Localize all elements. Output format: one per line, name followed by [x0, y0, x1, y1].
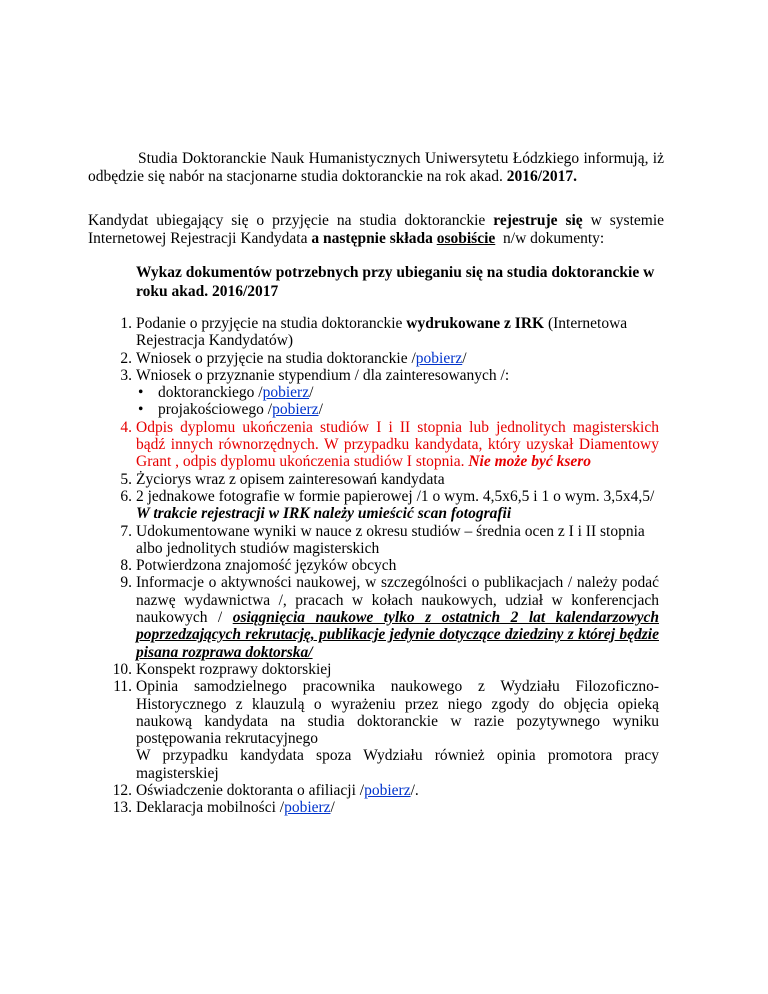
- item-text: Potwierdzona znajomość języków obcych: [136, 557, 397, 575]
- item-number: 6.: [120, 487, 132, 505]
- list-item: [103, 471, 659, 488]
- item-text: Deklaracja mobilności /: [136, 799, 285, 817]
- item-bold-italic-underline: osiągnięcia naukowe tylko z ostatnich 2 lat kalendarzowych poprzedzających rekrutację, publikacje jedynie dotyczące dziedziny z której będzie pisana rozprawa doktorska/: [136, 609, 660, 661]
- item-number: 4.: [120, 418, 132, 436]
- item-number: 12.: [112, 782, 132, 800]
- item-text: Wniosek o przyznanie stypendium / dla zainteresowanych /:: [136, 366, 510, 384]
- item-text: Informacje o aktywności naukowej, w szczególności o publikacjach / należy podać nazwę wydawnictwa /, pracach w kołach naukowych, udział w konferencjach naukowych /: [136, 574, 659, 627]
- item-bold: wydrukowane z IRK: [406, 315, 545, 332]
- list-item: [103, 557, 659, 574]
- item-number: 13.: [112, 799, 132, 817]
- download-link[interactable]: pobierz: [415, 349, 463, 367]
- item-text: /: [462, 349, 467, 367]
- item-text: Życiorys wraz z opisem zainteresowań kandydata: [136, 470, 445, 488]
- bullet-icon: •: [138, 401, 144, 419]
- item-number: 10.: [112, 660, 132, 678]
- candidate-bold-personally: osobiście: [436, 230, 496, 247]
- item-text: Podanie o przyjęcie na studia doktoranckie: [136, 315, 403, 332]
- item-text: Udokumentowane wyniki w nauce z okresu studiów – średnia ocen z I i II stopnia albo jednolitych studiów magisterskich: [136, 522, 645, 557]
- download-link[interactable]: pobierz: [364, 782, 411, 800]
- sub-list-item: [136, 401, 659, 418]
- candidate-text-2: w systemie Internetowej Rejestracji Kandydata: [88, 212, 665, 247]
- candidate-text-3: n/w dokumenty:: [503, 230, 605, 247]
- list-item: [103, 678, 659, 782]
- item-text: W przypadku kandydata spoza Wydziału również opinia promotora pracy magisterskiej: [136, 747, 659, 782]
- documents-heading: Wykaz dokumentów potrzebnych przy ubieganiu się na studia doktoranckie w roku akad. 2016/2017: [136, 264, 655, 300]
- bullet-icon: •: [138, 384, 144, 402]
- item-text: projakościowego /: [158, 401, 273, 419]
- item-text: Wniosek o przyjęcie na studia doktoranckie /: [136, 349, 416, 367]
- item-number: 2.: [120, 349, 132, 367]
- item-text: 2 jednakowe fotografie w formie papierowej /1 o wym. 4,5x6,5 i 1 o wym. 3,5x4,5/: [136, 487, 655, 505]
- item-number: 7.: [120, 522, 132, 540]
- list-item: [103, 367, 659, 419]
- intro-paragraph: [88, 150, 664, 186]
- sub-list: [136, 384, 659, 419]
- candidate-bold-register: rejestruje się: [493, 212, 583, 229]
- item-text-block: [136, 678, 659, 782]
- item-text: Konspekt rozprawy doktorskiej: [136, 660, 332, 678]
- item-number: 8.: [120, 557, 132, 575]
- item-text: Odpis dyplomu ukończenia studiów I i II stopnia lub jednolitych magisterskich bądź innych równorzędnych. W przypadku kandydata, który uzyskał Diamentowy Grant , odpis dyplomu ukończenia studiów I stopnia.: [136, 418, 659, 471]
- documents-list: [103, 315, 659, 817]
- download-link[interactable]: pobierz: [262, 384, 310, 402]
- list-item: [103, 350, 659, 367]
- candidate-text-1: Kandydat ubiegający się o przyjęcie na studia doktoranckie: [88, 212, 486, 229]
- list-item: [103, 574, 659, 660]
- item-bold-italic: W trakcie rejestracji w IRK należy umieścić scan fotografii: [136, 505, 512, 523]
- item-number: 1.: [120, 315, 132, 332]
- item-text: /: [309, 384, 314, 402]
- item-text: /: [318, 401, 323, 419]
- intro-text: Studia Doktoranckie Nauk Humanistycznych Uniwersytetu Łódzkiego informują, iż odbędzie się nabór na stacjonarne studia doktoranckie na rok akad.: [88, 150, 664, 185]
- list-item: [103, 782, 659, 799]
- candidate-bold-submit: a następnie składa: [311, 230, 433, 247]
- item-number: 5.: [120, 470, 132, 488]
- list-item: [103, 799, 659, 816]
- item-number: 9.: [120, 574, 132, 592]
- list-item: [103, 488, 659, 523]
- download-link[interactable]: pobierz: [284, 799, 331, 817]
- item-text: Opinia samodzielnego pracownika naukowego z Wydziału Filozoficzno-Historycznego z klauzulą o wyrażeniu przez niego zgody do objęcia opieką naukową kandydata na studia doktoranckie w razie pozytywnego wyniku postępowania rekrutacyjnego: [136, 678, 659, 748]
- download-link[interactable]: pobierz: [272, 401, 319, 419]
- item-text-block: [136, 419, 659, 471]
- item-text: doktoranckiego /: [158, 384, 263, 402]
- intro-year: 2016/2017.: [506, 168, 577, 185]
- item-number: 11.: [113, 678, 132, 696]
- item-number: 3.: [120, 366, 132, 384]
- item-text: Oświadczenie doktoranta o afiliacji /: [136, 782, 365, 800]
- item-text: /: [330, 799, 335, 817]
- list-item: [103, 419, 659, 471]
- item-text: (Internetowa Rejestracja Kandydatów): [136, 315, 628, 350]
- list-item: [103, 661, 659, 678]
- item-bold-italic: Nie może być ksero: [468, 453, 592, 471]
- sub-list-item: [136, 384, 659, 401]
- item-text-block: [136, 574, 659, 660]
- list-item: [103, 315, 659, 350]
- list-item: [103, 523, 659, 558]
- item-text: /.: [410, 782, 419, 800]
- candidate-paragraph: [88, 212, 664, 248]
